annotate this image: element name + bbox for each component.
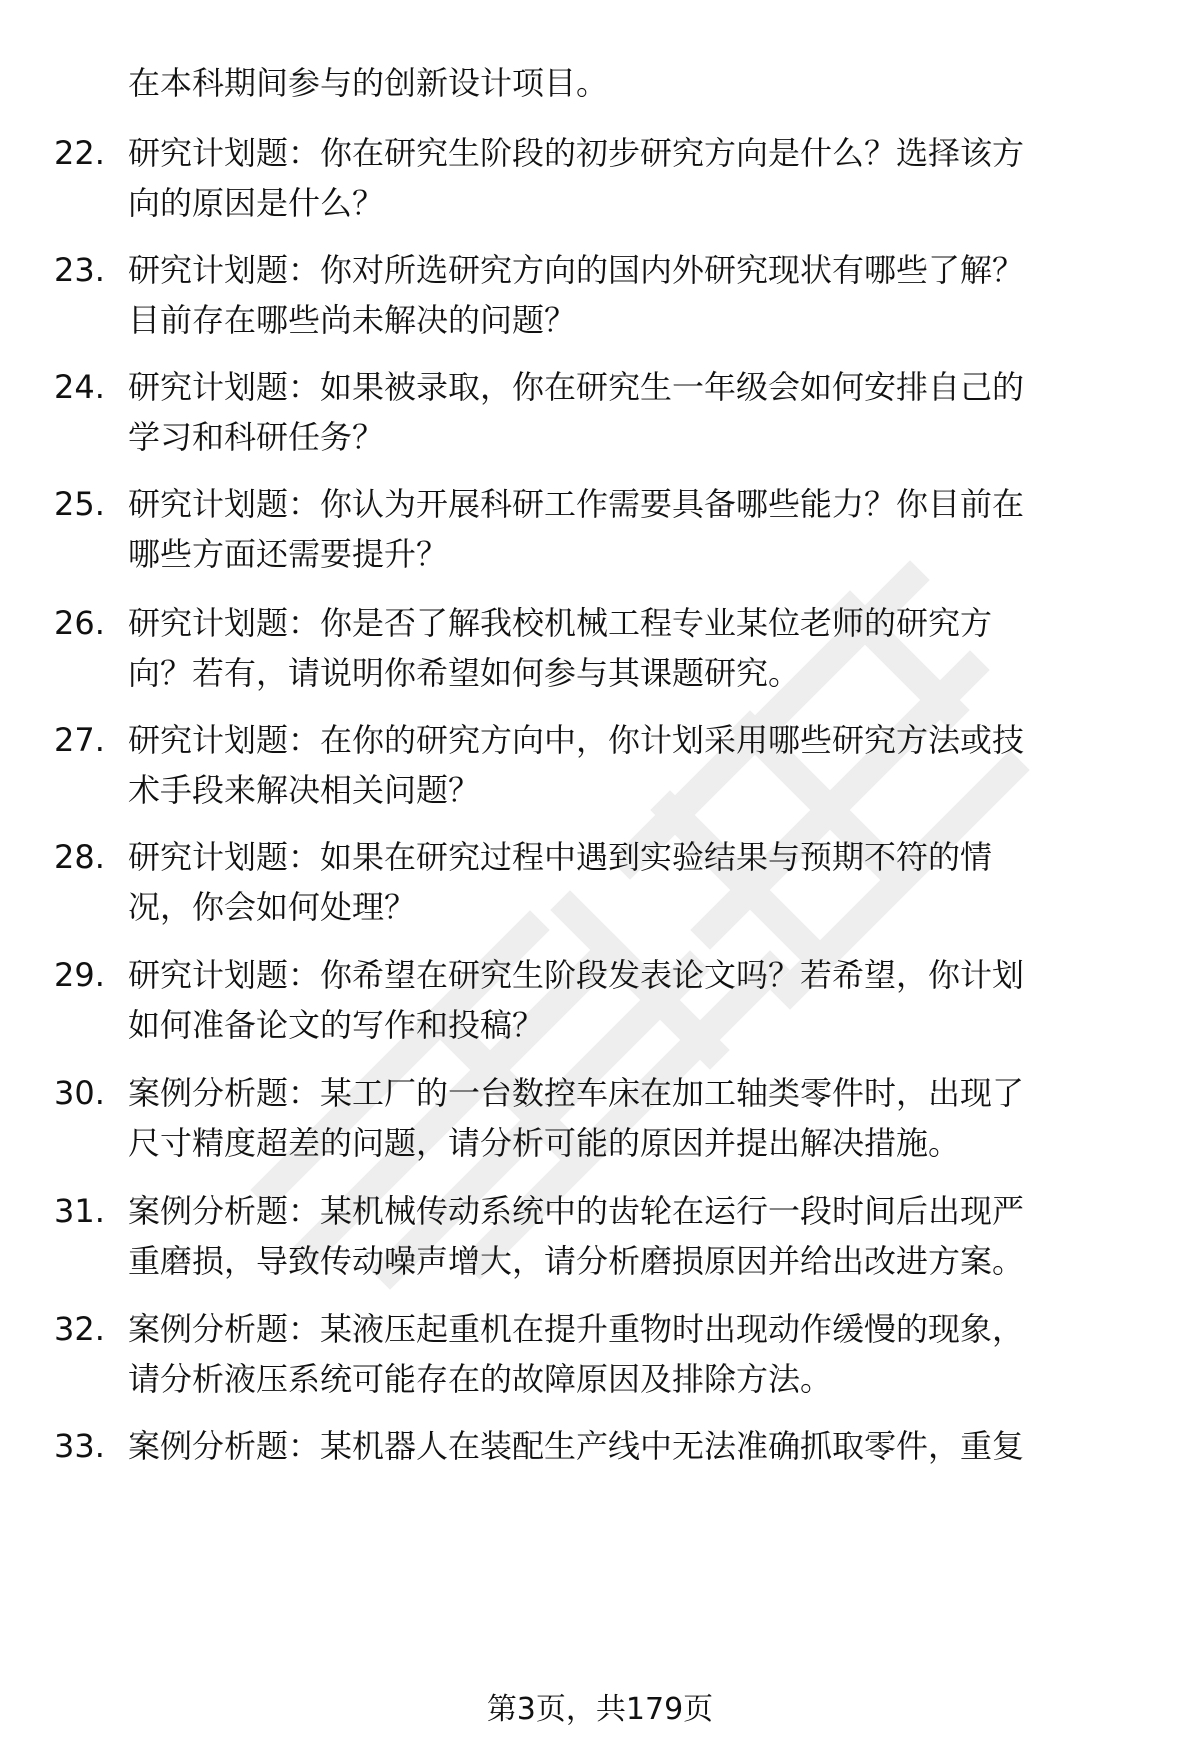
item-text-line: 如何准备论文的写作和投稿？ xyxy=(128,1006,545,1044)
item-text-line: 研究计划题：你在研究生阶段的初步研究方向是什么？选择该方 xyxy=(128,134,1025,172)
item-text-line: 哪些方面还需要提升？ xyxy=(128,535,449,573)
item-number: 22. xyxy=(54,134,105,172)
item-number: 32. xyxy=(54,1310,105,1348)
item-text-line: 案例分析题：某液压起重机在提升重物时出现动作缓慢的现象， xyxy=(128,1310,1025,1348)
item-text-line: 案例分析题：某机器人在装配生产线中无法准确抓取零件，重复 xyxy=(128,1427,1025,1465)
item-number: 23. xyxy=(54,251,105,289)
item-text-line: 尺寸精度超差的问题，请分析可能的原因并提出解决措施。 xyxy=(128,1124,961,1162)
item-number: 26. xyxy=(54,604,105,642)
page-number-footer: 第3页，共179页 xyxy=(486,1692,714,1727)
item-number: 33. xyxy=(54,1427,105,1465)
item-text-line: 研究计划题：如果在研究过程中遇到实验结果与预期不符的情 xyxy=(128,838,993,876)
item-text-line: 研究计划题：你认为开展科研工作需要具备哪些能力？你目前在 xyxy=(128,485,1025,523)
item-text-line: 请分析液压系统可能存在的故障原因及排除方法。 xyxy=(128,1360,833,1398)
item-number: 24. xyxy=(54,368,105,406)
continuation-text: 在本科期间参与的创新设计项目。 xyxy=(128,64,609,102)
item-text-line: 术手段来解决相关问题？ xyxy=(128,771,481,809)
item-text-line: 研究计划题：你希望在研究生阶段发表论文吗？若希望，你计划 xyxy=(128,956,1025,994)
item-text-line: 学习和科研任务？ xyxy=(128,418,385,456)
item-text-line: 案例分析题：某工厂的一台数控车床在加工轴类零件时，出现了 xyxy=(128,1074,1025,1112)
item-text-line: 案例分析题：某机械传动系统中的齿轮在运行一段时间后出现严 xyxy=(128,1192,1025,1230)
item-number: 28. xyxy=(54,838,105,876)
item-number: 29. xyxy=(54,956,105,994)
item-text-line: 重磨损，导致传动噪声增大，请分析磨损原因并给出改进方案。 xyxy=(128,1242,1025,1280)
item-number: 27. xyxy=(54,721,105,759)
item-number: 31. xyxy=(54,1192,105,1230)
item-text-line: 研究计划题：在你的研究方向中，你计划采用哪些研究方法或技 xyxy=(128,721,1025,759)
item-text-line: 向的原因是什么？ xyxy=(128,184,385,222)
item-text-line: 向？若有，请说明你希望如何参与其课题研究。 xyxy=(128,654,801,692)
item-text-line: 研究计划题：如果被录取，你在研究生一年级会如何安排自己的 xyxy=(128,368,1025,406)
item-text-line: 目前存在哪些尚未解决的问题？ xyxy=(128,301,577,339)
item-number: 30. xyxy=(54,1074,105,1112)
item-number: 25. xyxy=(54,485,105,523)
item-text-line: 研究计划题：你是否了解我校机械工程专业某位老师的研究方 xyxy=(128,604,993,642)
item-text-line: 况，你会如何处理？ xyxy=(128,888,417,926)
item-text-line: 研究计划题：你对所选研究方向的国内外研究现状有哪些了解？ xyxy=(128,251,1025,289)
